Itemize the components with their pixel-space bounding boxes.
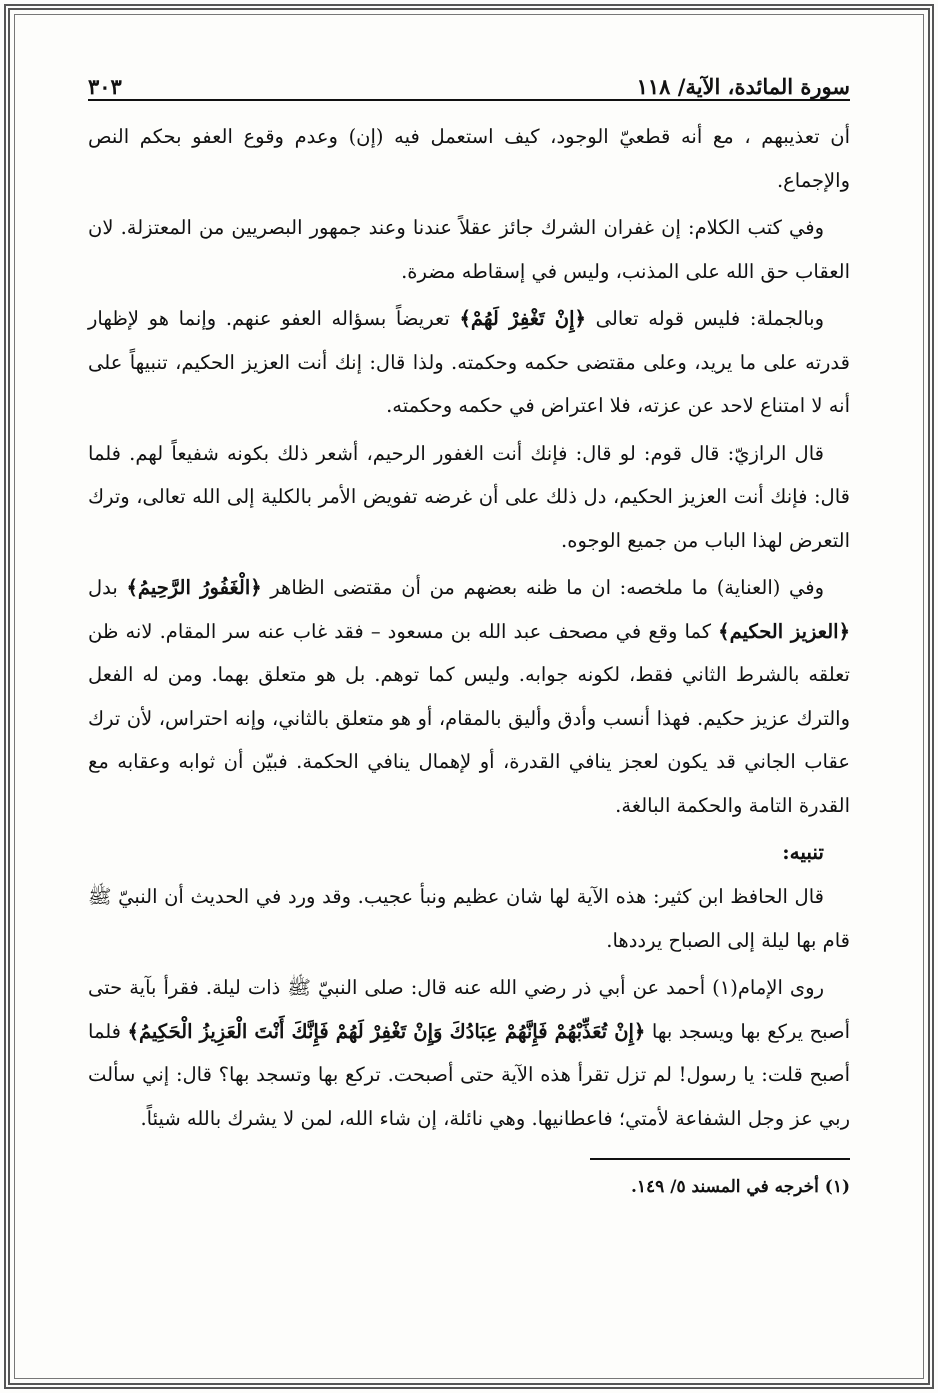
paragraph bbox=[88, 115, 850, 202]
paragraph-text: بدل bbox=[88, 576, 127, 599]
paragraph-text: وفي (العناية) ما ملخصه: ان ما ظنه بعضهم من أن مقتضى الظاهر bbox=[261, 576, 824, 599]
surah-title: سورة المائدة، الآية/ ١١٨ bbox=[636, 74, 850, 99]
paragraph-text: قال الرازيّ: قال قوم: لو قال: فإنك أنت الغفور الرحيم، أشعر ذلك بكونه شفيعاً لهم. فلما قال: فإنك أنت العزيز الحكيم، دل ذلك على أن غرضه تفويض الأمر بالكلية إلى الله تعالى، وترك التعرض لهذا الباب من جميع الوجوه. bbox=[88, 441, 850, 552]
paragraph-text: تعريضاً بسؤاله العفو عنهم. وإنما هو لإظهار قدرته على ما يريد، وعلى مقتضى حكمه وحكمته. ولذا قال: إنك أنت العزيز الحكيم، تنبيهاً على أنه لا امتناع لاحد عن عزته، فلا اعتراض في حكمه وحكمته. bbox=[88, 307, 850, 417]
paragraph-text: فلما أصبح قلت: يا رسول! لم تزل تقرأ هذه الآية حتى أصبحت. تركع بها وتسجد بها؟ قال: إني سألت ربي عز وجل الشفاعة لأمتي؛ فاعطانيها. وهي نائلة، إن شاء الله، لمن لا يشرك بالله شيئاً. bbox=[88, 1019, 850, 1130]
page-number: ٣٠٣ bbox=[88, 74, 122, 99]
paragraph bbox=[88, 566, 850, 827]
paragraph-text: أن تعذيبهم ، مع أنه قطعيّ الوجود، كيف استعمل فيه (إن) وعدم وقوع العفو بحكم النص والإجماع. bbox=[88, 125, 850, 192]
paragraph bbox=[88, 966, 850, 1140]
paragraph-text: وبالجملة: فليس قوله تعالى bbox=[585, 307, 824, 330]
quran-quote: ﴿الْغَفُورُ الرَّحِيمُ﴾ bbox=[126, 576, 262, 599]
paragraph bbox=[88, 432, 850, 563]
section-heading: تنبيه: bbox=[782, 840, 824, 864]
running-header bbox=[88, 55, 850, 101]
paragraph bbox=[88, 297, 850, 428]
page-content bbox=[88, 55, 850, 1204]
paragraph-text: قال الحافظ ابن كثير: هذه الآية لها شان عظيم ونبأ عجيب. وقد ورد في الحديث أن النبيّ ﷺ قام بها ليلة إلى الصباح يرددها. bbox=[88, 885, 850, 952]
quran-quote: ﴿العزيز الحكيم﴾ bbox=[718, 619, 850, 643]
footnote-separator bbox=[590, 1158, 850, 1160]
paragraph-text: روى الإمام(١) أحمد عن أبي ذر رضي الله عنه قال: صلى النبيّ ﷺ ذات ليلة. فقرأ بآية حتى أصبح يركع بها ويسجد بها bbox=[88, 976, 850, 1043]
quran-quote: ﴿إِنْ تَغْفِرْ لَهُمْ﴾ bbox=[459, 307, 586, 330]
footnote: (١) أخرجه في المسند ٥/ ١٤٩. bbox=[631, 1177, 850, 1197]
paragraph bbox=[88, 206, 850, 293]
paragraph bbox=[88, 875, 850, 962]
quran-quote: ﴿إِنْ تُعَذِّبْهُمْ فَإِنَّهُمْ عِبَادُكَ وَإِنْ تَغْفِرْ لَهُمْ فَإِنَّكَ أَنْتَ الْعَزِيزُ الْحَكِيمُ﴾ bbox=[127, 1019, 646, 1043]
paragraph-text: وفي كتب الكلام: إن غفران الشرك جائز عقلاً عندنا وعند جمهور البصريين من المعتزلة. لان العقاب حق الله على المذنب، وليس في إسقاطه مضرة. bbox=[88, 216, 850, 283]
paragraph-text: كما وقع في مصحف عبد الله بن مسعود – فقد غاب عنه سر المقام. لانه ظن تعلقه بالشرط الثاني فقط، لكونه جوابه. وليس كما توهم. بل هو متعلق بهما. ومن له الفعل والترك عزيز حكيم. فهذا أنسب وأدق وأليق بالمقام، أو هو متعلق بالثاني، وإنه احتراس، لأن ترك عقاب الجاني قد يكون لعجز ينافي القدرة، أو لإهمال ينافي الحكمة. فبيّن أن ثوابه وعقابه مع القدرة التامة والحكمة البالغة. bbox=[88, 619, 850, 817]
